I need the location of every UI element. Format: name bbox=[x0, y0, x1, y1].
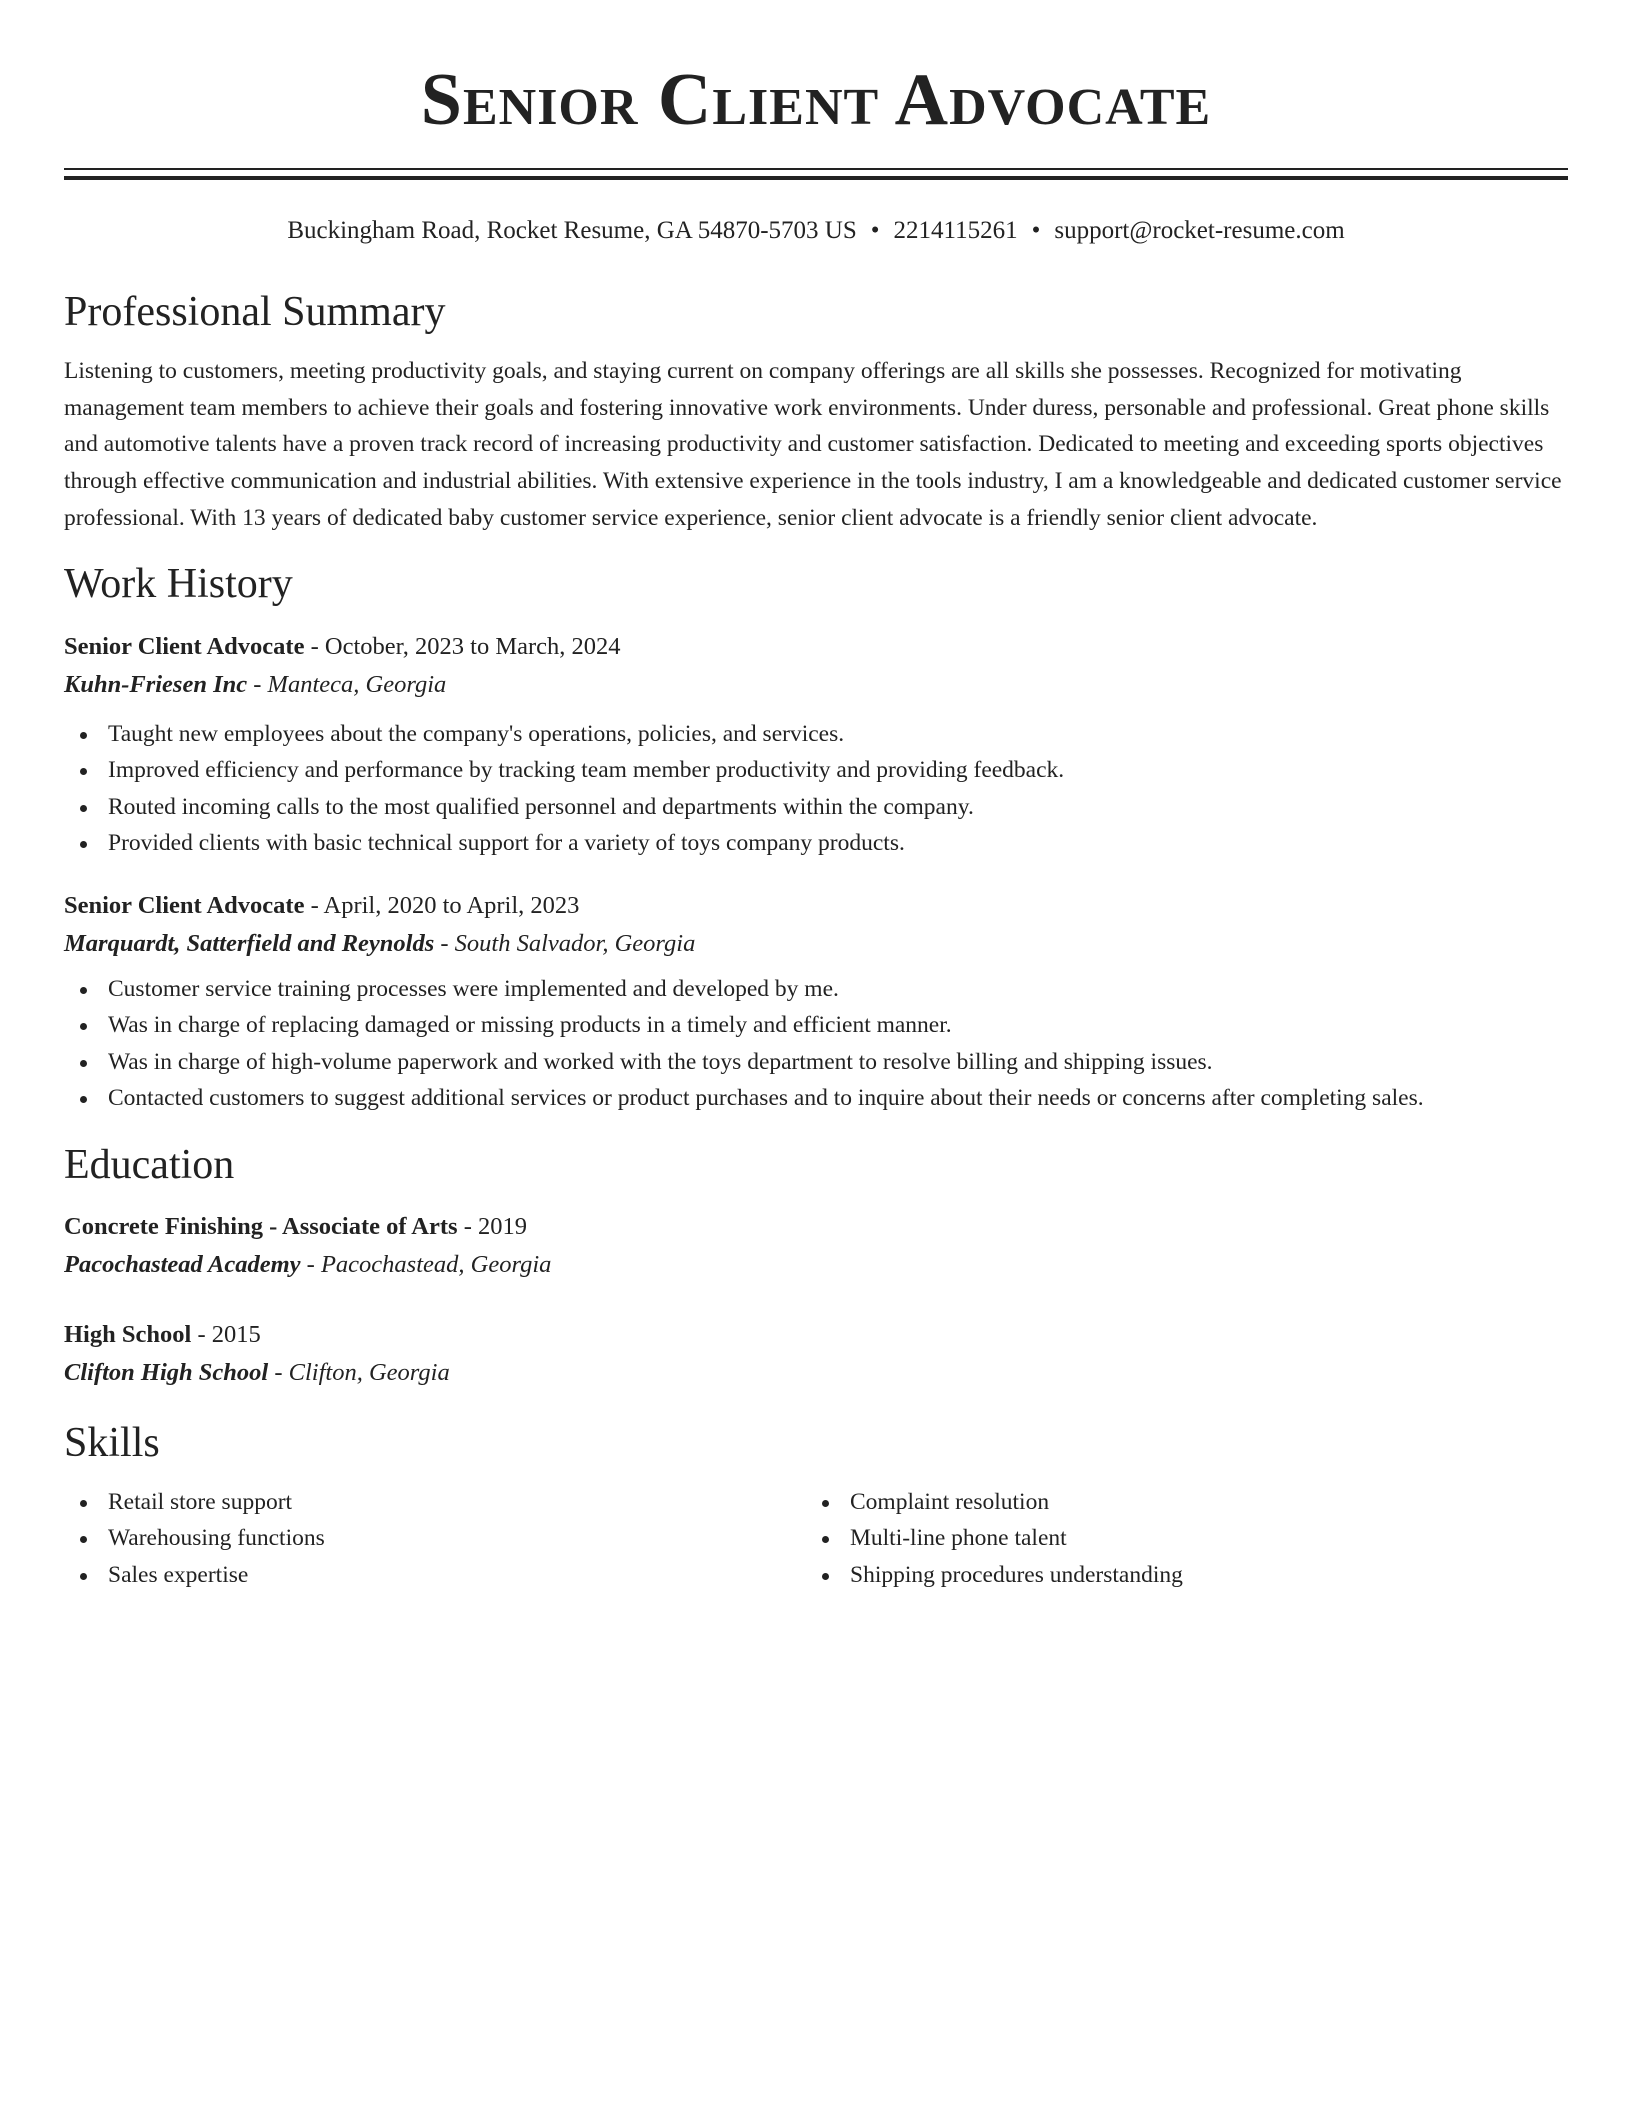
job-title-line bbox=[64, 632, 1568, 662]
job-entry bbox=[64, 891, 1568, 1117]
job-dates: - October, 2023 to March, 2024 bbox=[304, 632, 621, 660]
list-item: Routed incoming calls to the most qualified personnel and departments within the company. bbox=[64, 789, 1568, 826]
job-company: Marquardt, Satterfield and Reynolds bbox=[64, 929, 435, 957]
job-company-line bbox=[64, 670, 1568, 700]
contact-separator: • bbox=[870, 217, 880, 244]
job-company-line bbox=[64, 929, 1568, 959]
skill-item: Complaint resolution bbox=[806, 1484, 1548, 1521]
degree-year: - 2019 bbox=[457, 1212, 527, 1240]
school-name: Clifton High School bbox=[64, 1358, 269, 1386]
job-title-line bbox=[64, 891, 1568, 921]
job-bullets bbox=[64, 971, 1568, 1117]
school-name: Pacochastead Academy bbox=[64, 1250, 301, 1278]
job-entry bbox=[64, 632, 1568, 862]
summary-section bbox=[64, 287, 1568, 537]
job-title: Senior Client Advocate bbox=[64, 632, 305, 660]
skills-section bbox=[64, 1418, 1568, 1594]
degree-year: - 2015 bbox=[191, 1320, 261, 1348]
skills-column-right bbox=[806, 1484, 1548, 1594]
contact-phone: 2214115261 bbox=[893, 217, 1018, 244]
job-bullets bbox=[64, 716, 1568, 862]
education-entry bbox=[64, 1212, 1568, 1280]
school-location: - Clifton, Georgia bbox=[268, 1358, 450, 1386]
degree-name: High School bbox=[64, 1320, 192, 1348]
skills-grid bbox=[64, 1484, 1568, 1594]
contact-email: support@rocket-resume.com bbox=[1054, 217, 1345, 244]
list-item: Provided clients with basic technical support for a variety of toys company products. bbox=[64, 825, 1568, 862]
education-heading: Education bbox=[64, 1141, 235, 1188]
list-item: Customer service training processes were implemented and developed by me. bbox=[64, 971, 1568, 1008]
skills-column-left bbox=[64, 1484, 806, 1594]
school-line bbox=[64, 1250, 1568, 1280]
list-item: Improved efficiency and performance by tracking team member productivity and providing feedback. bbox=[64, 752, 1568, 789]
contact-separator: • bbox=[1031, 217, 1041, 244]
summary-text: Listening to customers, meeting productivity goals, and staying current on company offerings are all skills she possesses. Recognized for motivating management team members to achieve their goals and fostering innovative work environments. Under duress, personable and professional. Great phone skills and automotive talents have a proven track record of increasing productivity and customer satisfaction. Dedicated to meeting and exceeding sports objectives through effective communication and industrial abilities. With extensive experience in the tools industry, I am a knowledgeable and dedicated customer service professional. With 13 years of dedicated baby customer service experience, senior client advocate is a friendly senior client advocate. bbox=[64, 358, 1562, 531]
work-history-heading: Work History bbox=[64, 560, 293, 607]
resume-name: Senior Client Advocate bbox=[420, 59, 1212, 141]
skill-item: Sales expertise bbox=[64, 1557, 806, 1594]
work-history-section bbox=[64, 559, 1568, 1117]
list-item: Contacted customers to suggest additional services or product purchases and to inquire about their needs or concerns after completing sales. bbox=[64, 1080, 1568, 1117]
school-location: - Pacochastead, Georgia bbox=[300, 1250, 552, 1278]
education-section bbox=[64, 1140, 1568, 1388]
degree-name: Concrete Finishing - Associate of Arts bbox=[64, 1212, 458, 1240]
school-line bbox=[64, 1358, 1568, 1388]
education-entry bbox=[64, 1320, 1568, 1388]
summary-heading: Professional Summary bbox=[64, 289, 446, 335]
job-location: - Manteca, Georgia bbox=[247, 670, 447, 698]
degree-line bbox=[64, 1320, 1568, 1350]
contact-line bbox=[64, 216, 1568, 246]
job-dates: - April, 2020 to April, 2023 bbox=[304, 891, 580, 919]
skill-item: Retail store support bbox=[64, 1484, 806, 1521]
skill-item: Multi-line phone talent bbox=[806, 1520, 1548, 1557]
job-company: Kuhn-Friesen Inc bbox=[64, 670, 248, 698]
header-double-rule bbox=[64, 168, 1568, 180]
list-item: Taught new employees about the company's operations, policies, and services. bbox=[64, 716, 1568, 753]
job-title: Senior Client Advocate bbox=[64, 891, 305, 919]
skills-heading: Skills bbox=[64, 1419, 160, 1466]
list-item: Was in charge of replacing damaged or missing products in a timely and efficient manner. bbox=[64, 1007, 1568, 1044]
job-location: - South Salvador, Georgia bbox=[434, 929, 696, 957]
skill-item: Shipping procedures understanding bbox=[806, 1557, 1548, 1594]
list-item: Was in charge of high-volume paperwork and worked with the toys department to resolve billing and shipping issues. bbox=[64, 1044, 1568, 1081]
skill-item: Warehousing functions bbox=[64, 1520, 806, 1557]
contact-address: Buckingham Road, Rocket Resume, GA 54870-5703 US bbox=[287, 217, 857, 244]
degree-line bbox=[64, 1212, 1568, 1242]
